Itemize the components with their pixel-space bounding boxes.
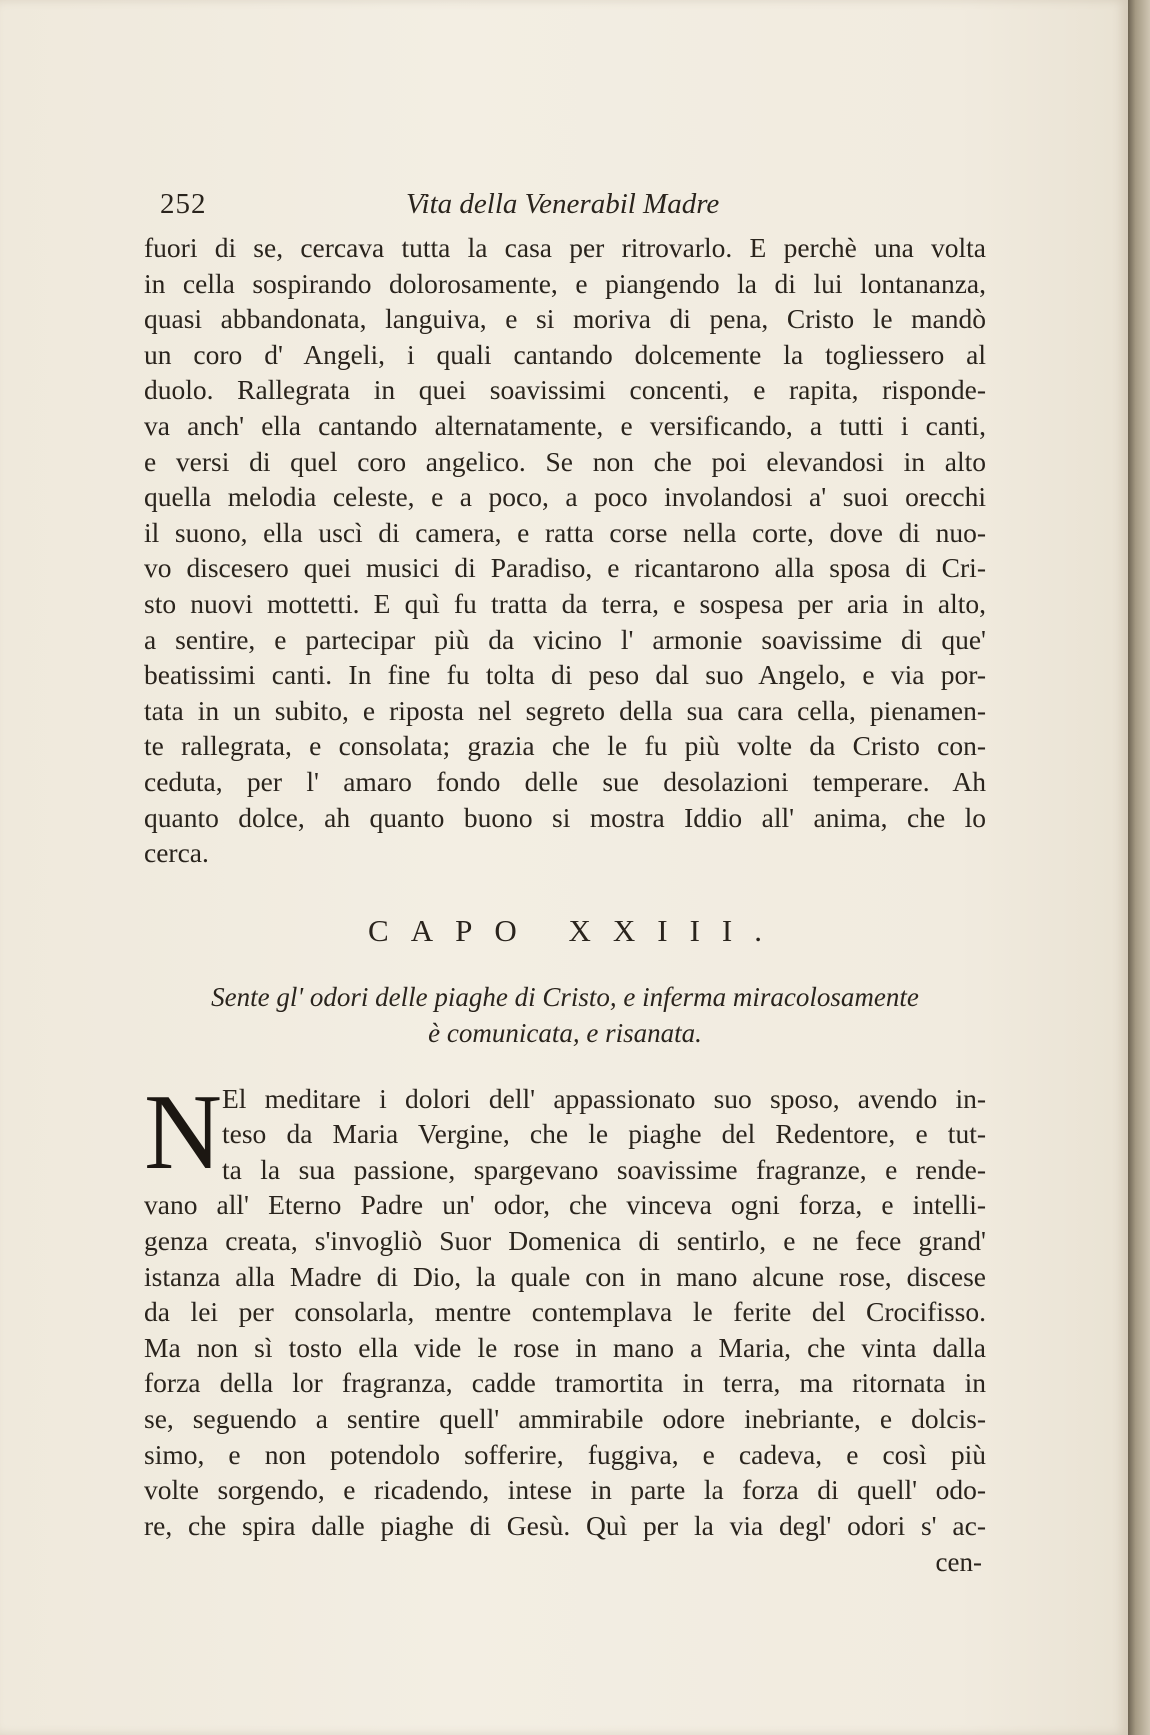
running-title: Vita della Venerabil Madre: [406, 188, 720, 220]
summary-line: Sente gl' odori delle piaghe di Cristo, e inferma miracolosamente: [211, 981, 919, 1012]
text-line: simo, e non potendolo sofferire, fuggiva, e cadeva, e così più: [144, 1438, 986, 1470]
text-line: El meditare i dolori dell' appassionato suo sposo, avendo in-: [222, 1082, 986, 1114]
text-line: il suono, ella uscì di camera, e ratta corse nella corte, dove di nuo-: [144, 516, 986, 548]
text-line: cerca.: [144, 837, 209, 869]
running-head: [144, 188, 986, 230]
text-line: in cella sospirando dolorosamente, e piangendo la di lui lontananza,: [144, 267, 986, 299]
text-line: re, che spira dalle piaghe di Gesù. Quì per la via degl' odori s' ac-: [144, 1509, 986, 1541]
text-line: e versi di quel coro angelico. Se non che poi elevandosi in alto: [144, 445, 986, 477]
text-line: te rallegrata, e consolata; grazia che le fu più volte da Cristo con-: [144, 730, 986, 762]
text-line: un coro d' Angeli, i quali cantando dolcemente la togliessero al: [144, 338, 986, 370]
text-line: ta la sua passione, spargevano soavissime fragranze, e rende-: [222, 1153, 986, 1185]
text-line: sto nuovi mottetti. E quì fu tratta da terra, e sospesa per aria in alto,: [144, 587, 986, 619]
paragraph-continued: [144, 230, 986, 871]
text-line: quanto dolce, ah quanto buono si mostra Iddio all' anima, che lo: [144, 801, 986, 833]
text-line: beatissimi canti. In fine fu tolta di peso dal suo Angelo, e via por-: [144, 659, 986, 691]
text-line: se, seguendo a sentire quell' ammirabile odore inebriante, e dolcis-: [144, 1403, 986, 1435]
text-line: da lei per consolarla, mentre contemplava le ferite del Crocifisso.: [144, 1296, 986, 1328]
text-line: istanza alla Madre di Dio, la quale con in mano alcune rose, discese: [144, 1260, 986, 1292]
text-line: vo discesero quei musici di Paradiso, e ricantarono alla sposa di Cri-: [144, 552, 986, 584]
drop-cap: N: [144, 1072, 222, 1192]
chapter-heading: CAPO XXIII.: [368, 912, 784, 948]
text-line: a sentire, e partecipar più da vicino l' armonie soavissime di que': [144, 623, 986, 655]
chapter-summary: [144, 979, 986, 1051]
text-line: volte sorgendo, e ricadendo, intese in parte la forza di quell' odo-: [144, 1474, 986, 1506]
text-line: quella melodia celeste, e a poco, a poco involandosi a' suoi orecchi: [144, 481, 986, 513]
text-line: quasi abbandonata, languiva, e si moriva di pena, Cristo le mandò: [144, 303, 986, 335]
text-line: Ma non sì tosto ella vide le rose in mano a Maria, che vinta dalla: [144, 1331, 986, 1363]
text-line: va anch' ella cantando alternatamente, e versificando, a tutti i canti,: [144, 409, 986, 441]
text-line: fuori di se, cercava tutta la casa per ritrovarlo. E perchè una volta: [144, 232, 986, 263]
text-line: tata in un subito, e riposta nel segreto della sua cara cella, pienamen-: [144, 694, 986, 726]
text-block: [144, 188, 986, 1578]
text-line: genza creata, s'invogliò Suor Domenica di sentirlo, e ne fece grand': [144, 1225, 986, 1257]
catchword: cen-: [935, 1547, 982, 1578]
page-edge: [1128, 0, 1150, 1735]
text-line: duolo. Rallegrata in quei soavissimi concenti, e rapita, risponde-: [144, 374, 986, 406]
page-number: 252: [160, 188, 207, 220]
text-line: teso da Maria Vergine, che le piaghe del Redentore, e tut-: [222, 1118, 986, 1150]
text-line: forza della lor fragranza, cadde tramortita in terra, ma ritornata in: [144, 1367, 986, 1399]
chapter-opening-paragraph: [144, 1072, 986, 1544]
summary-line: è comunicata, e risanata.: [428, 1017, 702, 1048]
text-line: vano all' Eterno Padre un' odor, che vinceva ogni forza, e intelli-: [144, 1189, 986, 1221]
text-line: ceduta, per l' amaro fondo delle sue desolazioni temperare. Ah: [144, 765, 986, 797]
